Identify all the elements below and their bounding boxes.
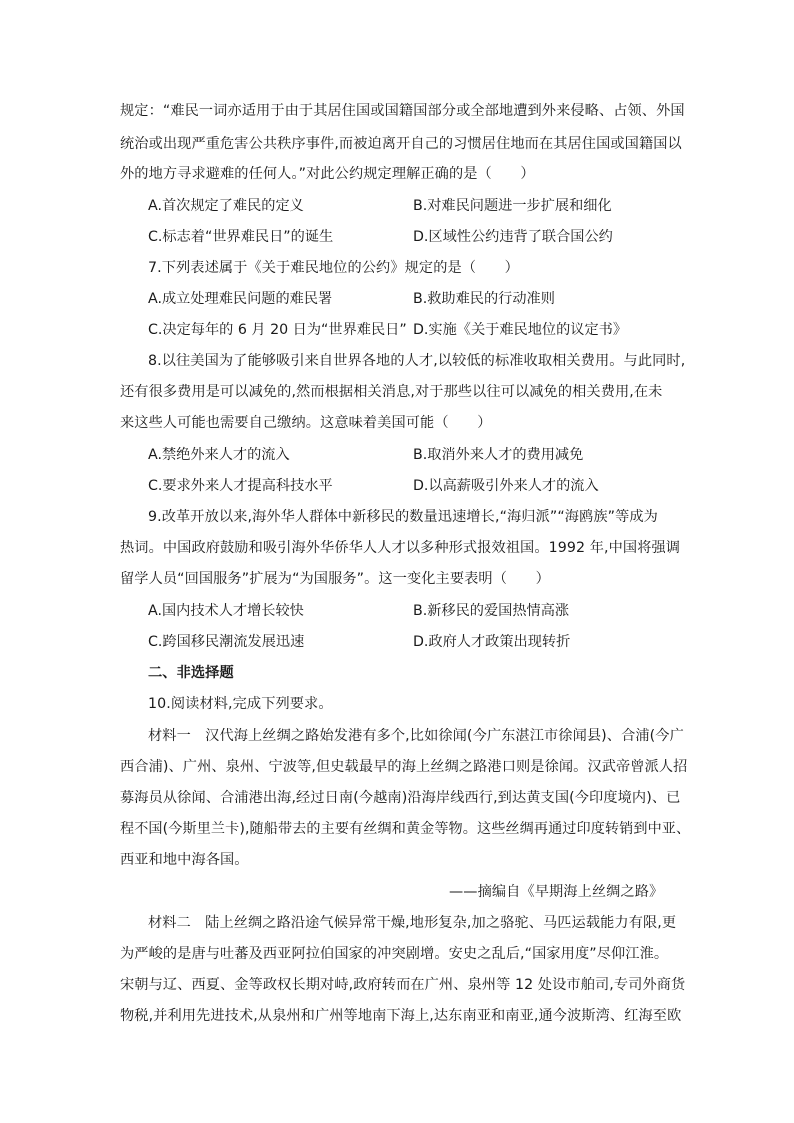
material2-line-2: 为严峻的是唐与吐蕃及西亚阿拉伯国家的冲突剧增。安史之乱后,“国家用度”尽仰江淮。 <box>120 946 669 962</box>
material1-line-5: 西亚和地中海各国。 <box>120 852 249 868</box>
material2-line-1: 材料二 陆上丝绸之路沿途气候异常干燥,地形复杂,加之骆驼、马匹运载能力有限,更 <box>148 915 677 931</box>
material1-line-1: 材料一 汉代海上丝绸之路始发港有多个,比如徐闻(今广东湛江市徐闻县)、合浦(今广 <box>148 728 684 744</box>
q6-option-c: C.标志着“世界难民日”的诞生 <box>148 229 334 245</box>
material1-line-3: 募海员从徐闻、合浦港出海,经过日南(今越南)沿海岸线西行,到达黄支国(今印度境内)、已 <box>120 790 681 806</box>
material2-line-4: 物税,并利用先进技术,从泉州和广州等地南下海上,达东南亚和南亚,通今波斯湾、红海至欧 <box>120 1008 682 1024</box>
q8-stem-line-3: 来这些人可能也需要自己缴纳。这意味着美国可能（ ） <box>120 415 492 431</box>
q9-option-d: D.政府人才政策出现转折 <box>413 634 571 650</box>
material1-line-2: 西合浦)、广州、泉州、宁波等,但史载最早的海上丝绸之路港口则是徐闻。汉武帝曾派人招 <box>120 759 688 775</box>
material2-line-3: 宋朝与辽、西夏、金等政权长期对峙,政府转而在广州、泉州等 12 处设市舶司,专司外商货 <box>120 977 686 993</box>
q6-option-d: D.区域性公约违背了联合国公约 <box>413 229 613 245</box>
material1-line-4: 程不国(今斯里兰卡),随船带去的主要有丝绸和黄金等物。这些丝绸再通过印度转销到中亚、 <box>120 821 691 837</box>
q9-option-a: A.国内技术人才增长较快 <box>148 603 304 619</box>
q7-option-a: A.成立处理难民问题的难民署 <box>148 291 333 307</box>
q8-option-b: B.取消外来人才的费用减免 <box>413 447 584 463</box>
q7-option-c: C.决定每年的 6 月 20 日为“世界难民日” <box>148 322 407 338</box>
q6-stem-line-2: 统治或出现严重危害公共秩序事件,而被迫离开自己的习惯居住地而在其居住国或国籍国以 <box>120 136 682 152</box>
q9-option-c: C.跨国移民潮流发展迅速 <box>148 634 305 650</box>
q8-stem-line-1: 8.以往美国为了能够吸引来自世界各地的人才,以较低的标准收取相关费用。与此同时, <box>148 353 686 369</box>
q7-option-d: D.实施《关于难民地位的议定书》 <box>413 322 628 338</box>
q6-stem-line-3: 外的地方寻求避难的任何人。”对此公约规定理解正确的是（ ） <box>120 166 535 182</box>
q10-stem: 10.阅读材料,完成下列要求。 <box>148 696 333 712</box>
q7-stem: 7.下列表述属于《关于难民地位的公约》规定的是（ ） <box>148 260 519 276</box>
section-title: 二、非选择题 <box>148 665 234 681</box>
q9-stem-line-1: 9.改革开放以来,海外华人群体中新移民的数量迅速增长,“海归派”“海鸥族”等成为 <box>148 509 658 525</box>
q8-option-a: A.禁绝外来人才的流入 <box>148 447 290 463</box>
q8-option-c: C.要求外来人才提高科技水平 <box>148 478 333 494</box>
q6-stem-line-1: 规定：“难民一词亦适用于由于其居住国或国籍国部分或全部地遭到外来侵略、占领、外国 <box>120 103 685 119</box>
q9-stem-line-3: 留学人员“回国服务”扩展为“为国服务”。这一变化主要表明（ ） <box>120 571 550 587</box>
material1-source: ——摘编自《早期海上丝绸之路》 <box>449 884 664 900</box>
q7-option-b: B.救助难民的行动准则 <box>413 291 555 307</box>
q6-option-b: B.对难民问题进一步扩展和细化 <box>413 198 612 214</box>
q8-option-d: D.以高薪吸引外来人才的流入 <box>413 478 599 494</box>
q8-stem-line-2: 还有很多费用是可以减免的,然而根据相关消息,对于那些以往可以减免的相关费用,在未 <box>120 384 663 400</box>
q6-option-a: A.首次规定了难民的定义 <box>148 198 304 214</box>
q9-stem-line-2: 热词。中国政府鼓励和吸引海外华侨华人人才以多种形式报效祖国。1992 年,中国将强调 <box>120 540 681 556</box>
q9-option-b: B.新移民的爱国热情高涨 <box>413 603 570 619</box>
